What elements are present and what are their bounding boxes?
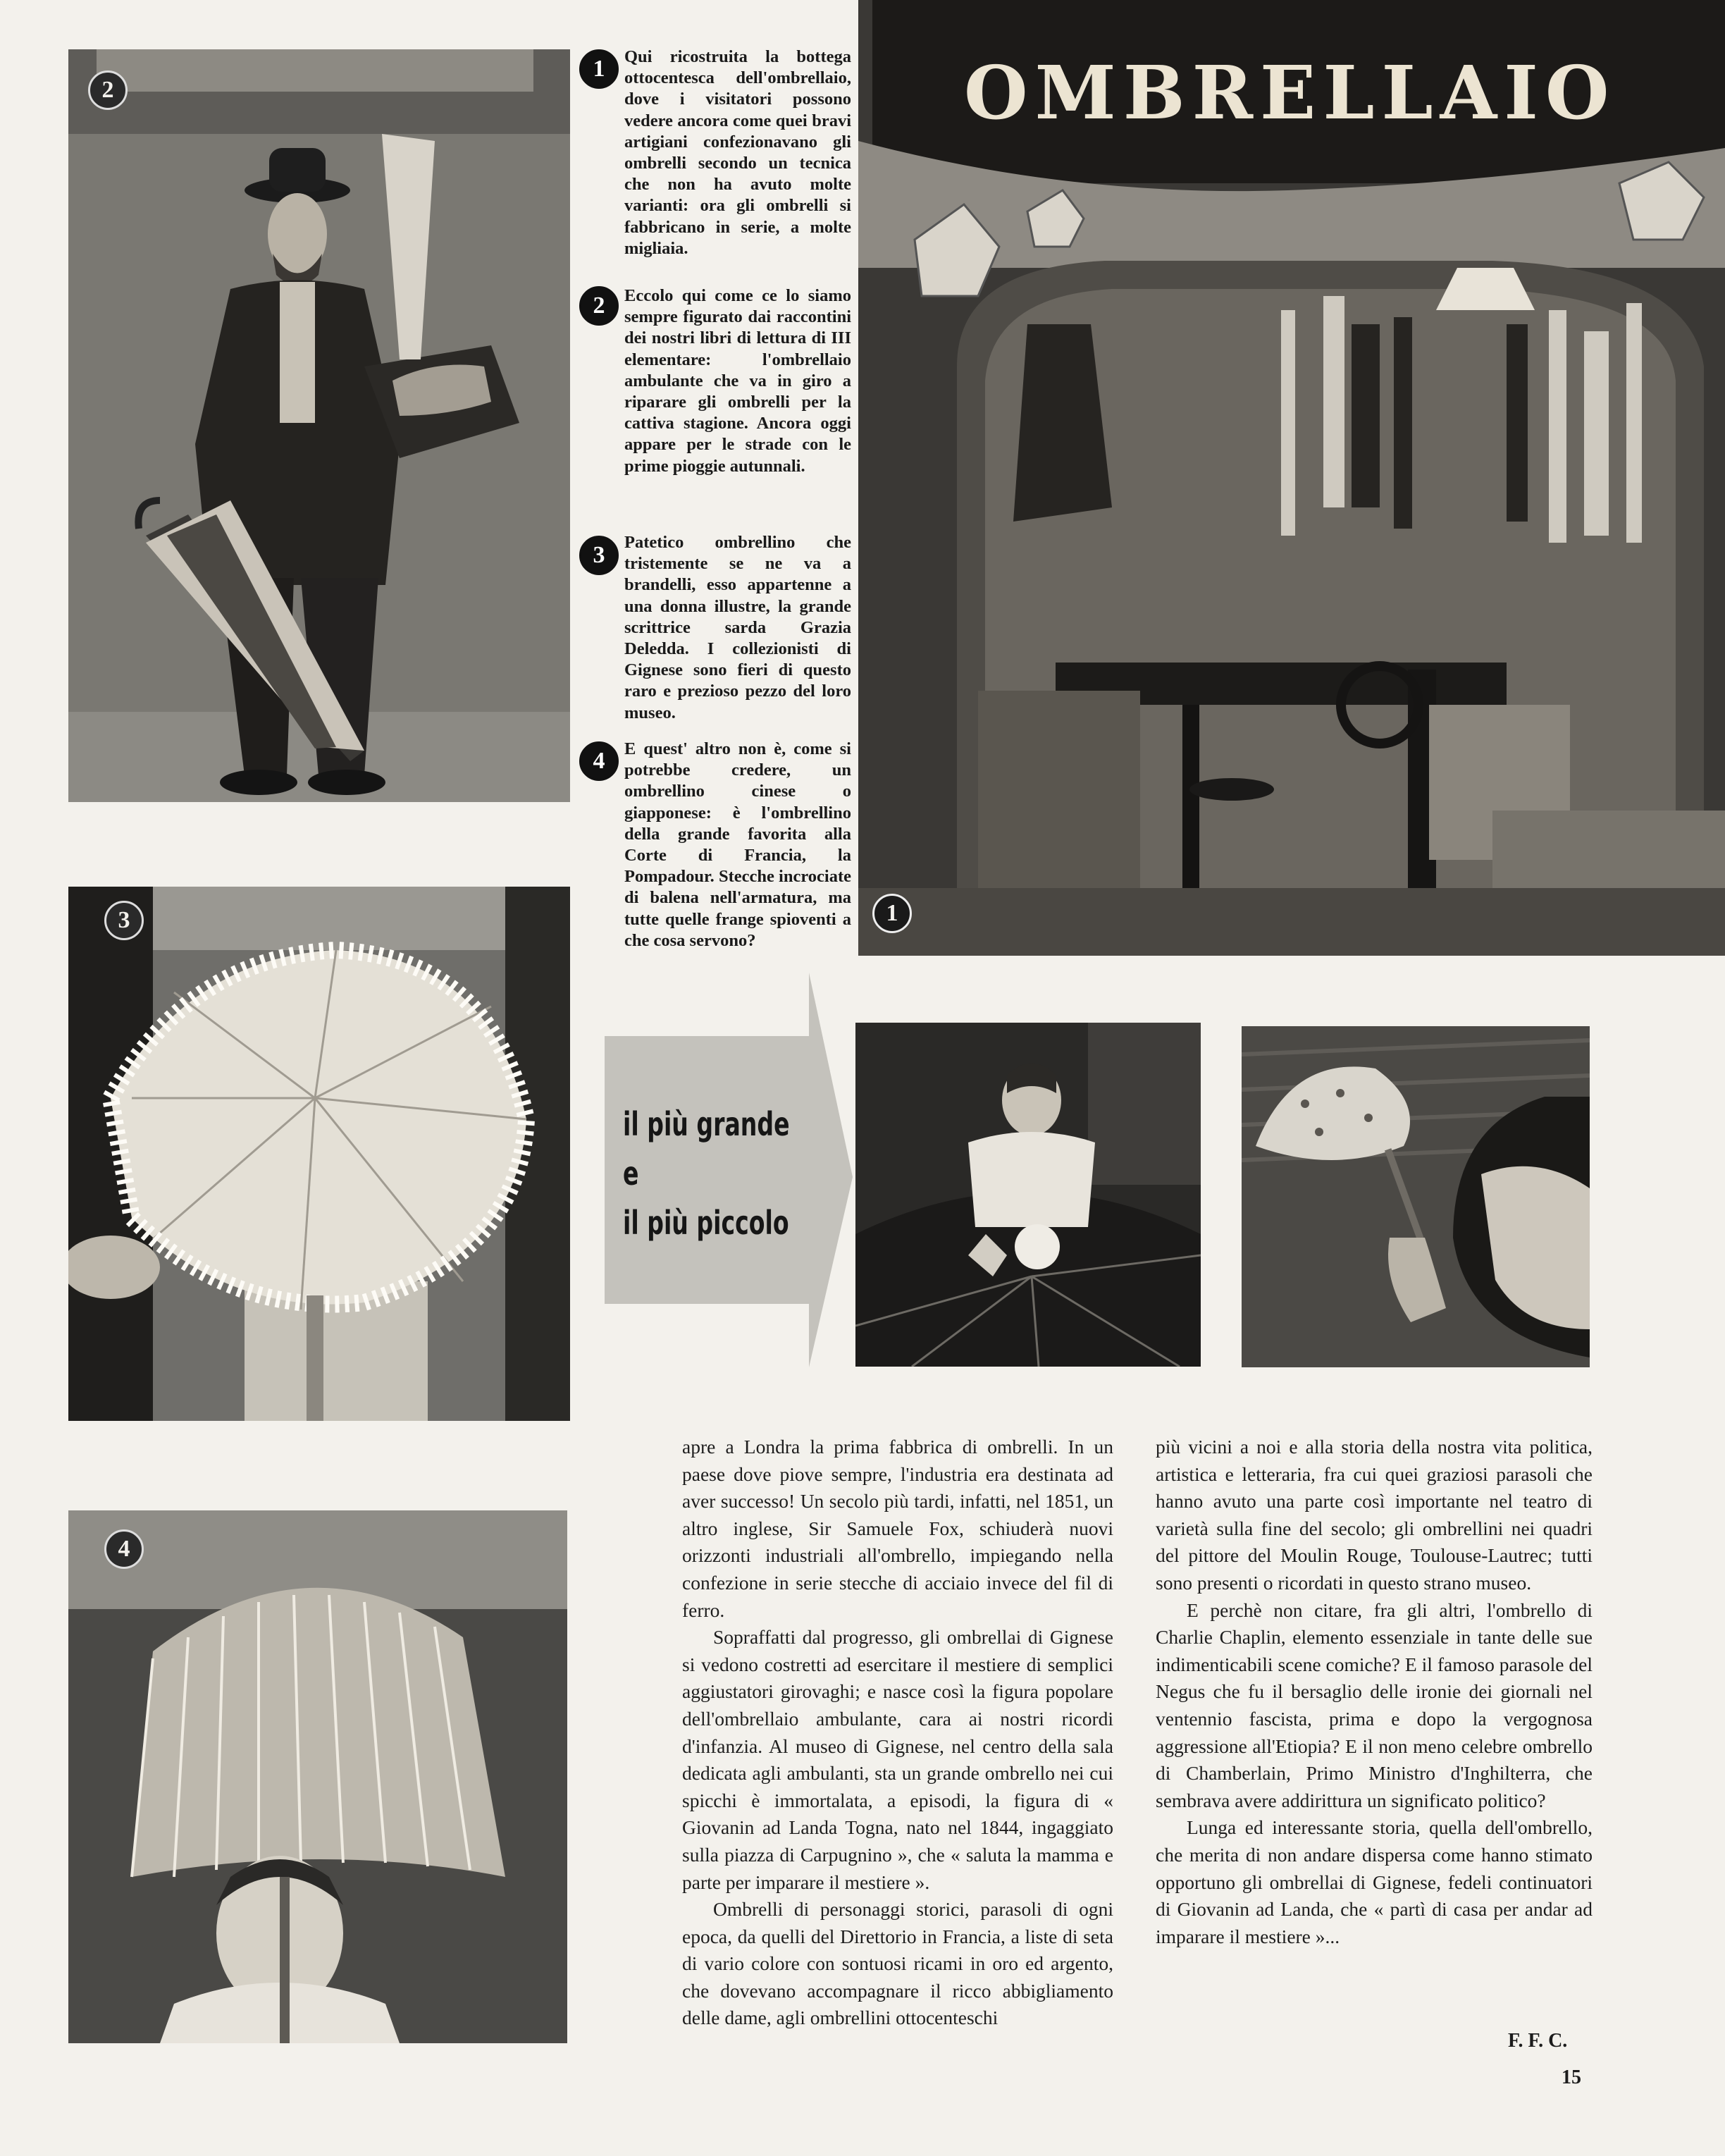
caption-4-text: E quest' altro non è, come si potrebbe credere, un ombrellino cinese o giapponese: è l'ombrellino della grande favorita alla Corte di Francia, la Pompadour. Stecche incrociate di balena nell'armatura, ma tutte quelle frange spioventi a che cosa servono? [624,739,851,950]
article-col1-paragraph-3: Ombrelli di personaggi storici, parasoli di ogni epoca, da quelli del Direttorio in Francia, a liste di seta di vario colore con sontuosi ricami in oro ed argento, che dovevano accompagnare il ricco abbigliamento delle dame, agli ombrellini ottocenteschi [682,1898,1113,2029]
article-col2-paragraph-2: E perchè non citare, fra gli altri, l'ombrello di Charlie Chaplin, elemento essenziale in tante delle sue indimenticabili scene comiche? E il famoso parasole del Negus che fu il bersaglio delle ironie dei giornali nel ventennio fascista, prima e dopo la vergognosa aggressione all'Etiopia? E il non meno celebre ombrello di Chamberlain, Primo Ministro d'Inghilterra, che sembrava avere addirittura un significato politico? [1156,1598,1593,1811]
photo-badge-2: 2 [88,70,128,110]
ombrellaio-sign: OMBRELLAIO [964,49,1616,136]
caption-3 [624,532,851,724]
photo-workshop [858,0,1725,956]
article-col2-paragraph-3: Lunga ed interessante storia, quella dell'ombrello, che merita di non andare dispersa come hanno stimato opportuno gli ombrellai di Gignese, fedeli continuatori di Giovanin ad Landa, che « partì di casa per andar ad imparare il mestiere »... [1156,1816,1593,1947]
article-col2-paragraph-1: più vicini a noi e alla storia della nostra vita politica, artistica e letteraria, fra cui quei graziosi parasoli che hanno avuto una parte così importante nel teatro di varietà sulla fine del secolo; gli ombrellini nei quadri del pittore del Moulin Rouge, Toulouse-Lautrec; tutti sono presenti o ricordati in questo strano museo. [1156,1436,1593,1594]
photo-pompadour-parasol [68,1510,567,2043]
article-column-2 [1156,1434,1593,1950]
photo-badge-3: 3 [104,901,144,940]
caption-number-4: 4 [579,741,619,781]
photo-deledda-parasol [68,887,570,1421]
caption-number-1: 1 [579,49,619,89]
caption-number-2: 2 [579,286,619,326]
headline-line-1: il più grande [623,1105,790,1143]
caption-2 [624,285,851,477]
article-signature: F. F. C. [1508,2030,1568,2052]
caption-number-3: 3 [579,536,619,575]
caption-3-text: Patetico ombrellino che tristemente se ne va a brandelli, esso appartenne a una donna illustre, la grande scrittrice sarda Grazia Deledda. I collezionisti di Gignese sono fieri di questo raro e prezioso pezzo del loro museo. [624,533,851,722]
article-col1-paragraph-1: apre a Londra la prima fabbrica di ombrelli. In un paese dove piove sempre, l'industria era destinata ad aver successo! Un secolo più tardi, infatti, nel 1851, un altro inglese, Sir Samuele Fox, schiuderà nuovi orizzonti industriali all'ombrello, impiegando nella confezione in serie stecche di acciaio invece del fil di ferro. [682,1436,1113,1621]
photo-badge-4: 4 [104,1529,144,1569]
headline-line-3: il più piccolo [623,1204,789,1242]
caption-4 [624,739,851,951]
photo-large-umbrella [855,1023,1201,1367]
page-number: 15 [1562,2066,1581,2088]
headline-line-2: e [623,1154,639,1193]
caption-1 [624,47,851,259]
article-col1-paragraph-2: Sopraffatti dal progresso, gli ombrellai di Gignese si vedono costretti ad esercitare il mestiere di semplici aggiustatori girovaghi; e nasce così la figura popolare dell'ombrellaio ambulante, cara ai nostri ricordi d'infanzia. Al museo di Gignese, nel centro della sala dedicata agli ambulanti, sta un grande ombrello nei cui spicchi è immortalata, a episodi, la figura di « Giovanin ad Landa Togna, nato nel 1844, ingaggiato sulla piazza di Carpugnino », che « saluta la mamma e parte per imparare il mestiere ». [682,1626,1113,1893]
headline-arrow [605,973,853,1367]
article-column-1 [682,1434,1113,2032]
caption-2-text: Eccolo qui come ce lo siamo sempre figurato dai raccontini dei nostri libri di lettura di III elementare: l'ombrellaio ambulante che va in giro a riparare gli ombrelli per la cattiva stagione. Ancora oggi appare per le strade con le prime pioggie autunnali. [624,286,851,476]
photo-umbrella-vendor [68,49,570,802]
caption-1-text: Qui ricostruita la bottega ottocentesca dell'ombrellaio, dove i visitatori possono vedere ancora come quei bravi artigiani confezionavano gli ombrelli secondo un tecnica che non ha avuto molte varianti: ora gli ombrelli si fabbricano in serie, a molte migliaia. [624,47,851,258]
photo-badge-1: 1 [872,894,912,933]
photo-small-parasol [1242,1026,1590,1367]
